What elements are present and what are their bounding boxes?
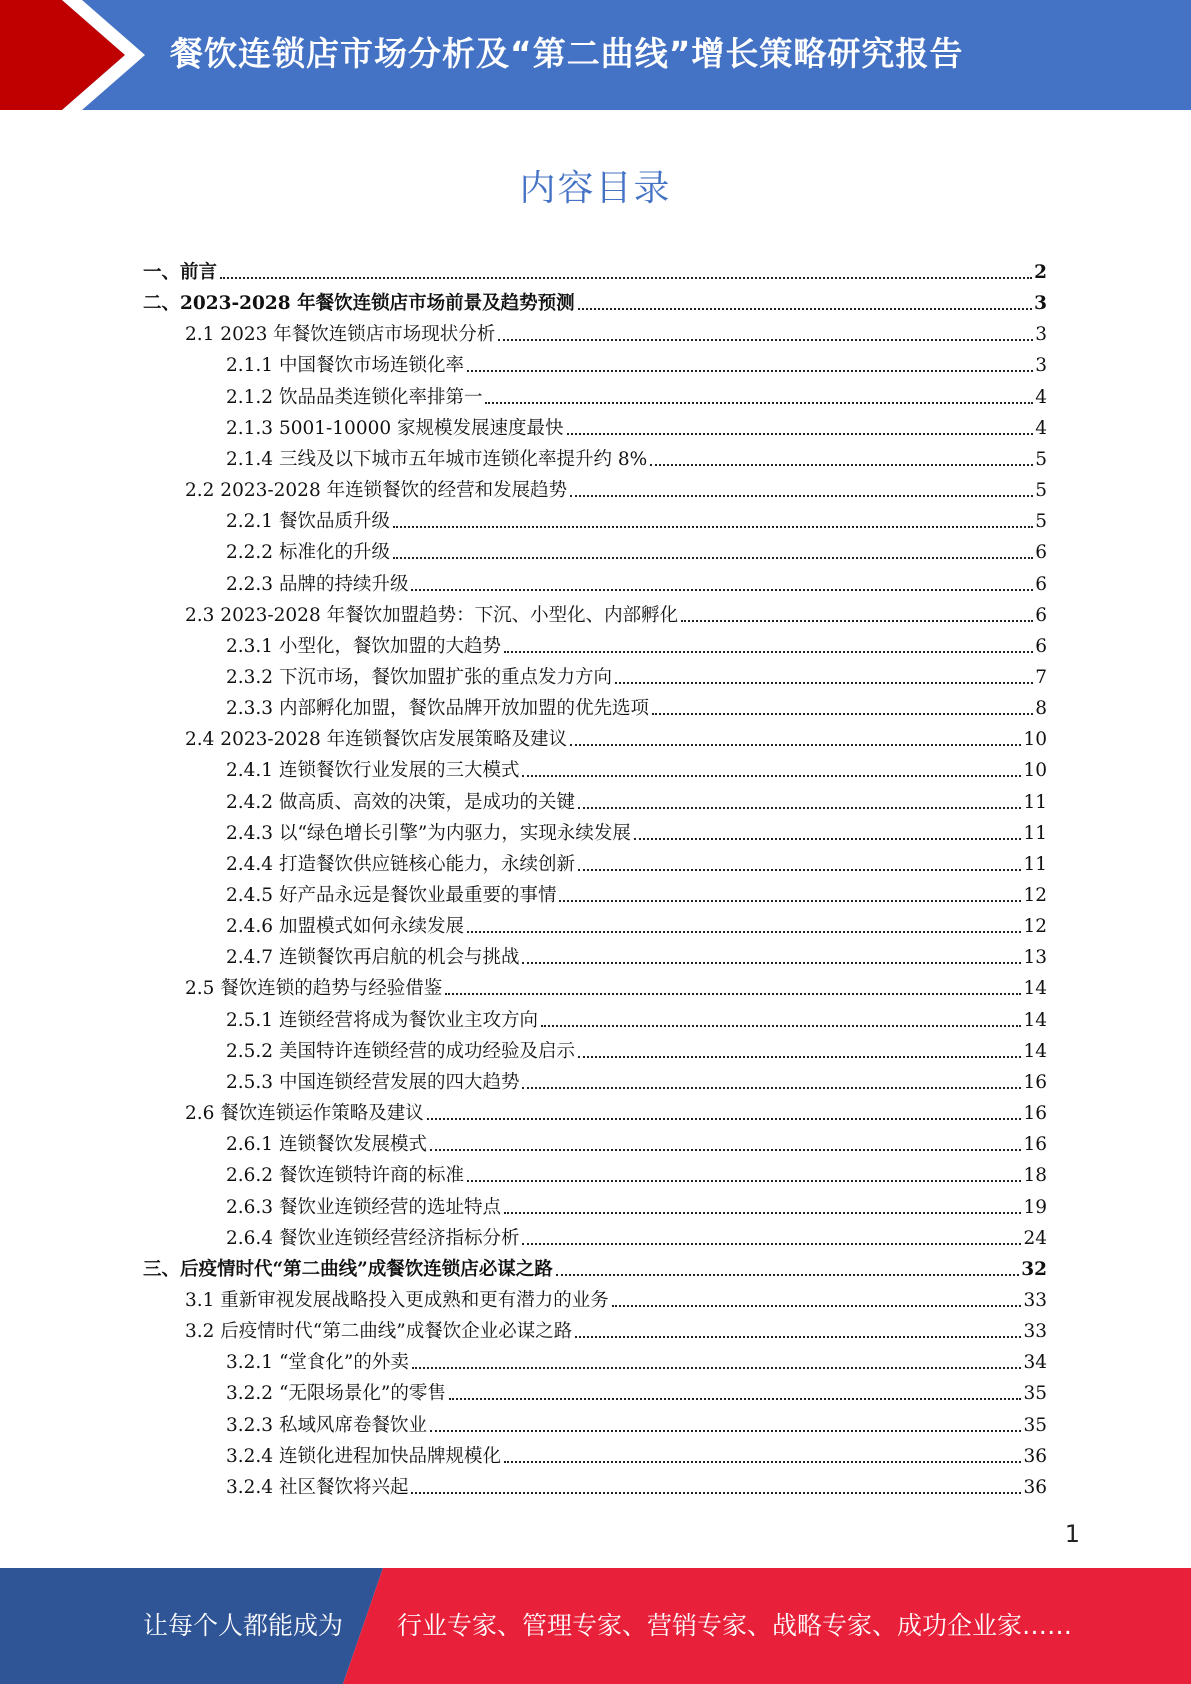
toc-entry[interactable] (226, 784, 1047, 814)
toc-entry-page: 4 (1035, 417, 1047, 439)
toc-entry-label: 2.4.6 加盟模式如何永续发展 (226, 916, 464, 938)
toc-entry-label: 3.2 后疫情时代“第二曲线”成餐饮企业必谋之路 (185, 1321, 573, 1343)
toc-entry-label: 2.3.3 内部孵化加盟，餐饮品牌开放加盟的优先选项 (226, 698, 649, 720)
toc-entry[interactable] (226, 410, 1047, 440)
toc-dot-leader (541, 1024, 1021, 1027)
toc-entry-page: 11 (1023, 822, 1047, 844)
toc-entry[interactable] (185, 1282, 1047, 1312)
toc-entry-label: 2.6.1 连锁餐饮发展模式 (226, 1134, 427, 1156)
footer-slogan-left: 让每个人都能成为 (143, 1611, 344, 1640)
toc-entry-page: 36 (1023, 1476, 1047, 1498)
toc-dot-leader (681, 619, 1033, 622)
toc-entry-label: 一、前言 (143, 262, 218, 283)
toc-entry[interactable] (226, 1344, 1047, 1374)
toc-entry[interactable] (226, 1064, 1047, 1094)
toc-entry[interactable] (226, 1033, 1047, 1063)
toc-entry-page: 3 (1035, 324, 1047, 346)
toc-entry-page: 19 (1023, 1196, 1047, 1218)
toc-entry-label: 2.5 餐饮连锁的趋势与经验借鉴 (185, 978, 443, 1000)
toc-entry-page: 10 (1023, 729, 1047, 751)
toc-entry-label: 3.2.2 “无限场景化”的零售 (226, 1383, 446, 1405)
toc-entry[interactable] (185, 1313, 1047, 1343)
toc-entry-label: 2.4 2023-2028 年连锁餐饮店发展策略及建议 (185, 729, 568, 751)
toc-entry-page: 12 (1023, 916, 1047, 938)
toc-entry-page: 10 (1023, 760, 1047, 782)
toc-entry[interactable] (226, 1438, 1047, 1468)
toc-dot-leader (567, 432, 1034, 435)
page-number: 1 (1064, 1520, 1080, 1548)
toc-entry-page: 14 (1023, 978, 1047, 1000)
toc-entry[interactable] (185, 316, 1047, 346)
toc-entry-page: 3 (1035, 355, 1047, 377)
toc-entry-page: 6 (1035, 604, 1047, 626)
toc-dot-leader (575, 1335, 1021, 1338)
toc-entry-label: 2.2.3 品牌的持续升级 (226, 573, 409, 595)
toc-dot-leader (467, 369, 1033, 372)
toc-entry-label: 2.4.7 连锁餐饮再启航的机会与挑战 (226, 947, 520, 969)
toc-entry-label: 2.3 2023-2028 年餐饮加盟趋势：下沉、小型化、内部孵化 (185, 604, 679, 626)
toc-entry[interactable] (185, 1095, 1047, 1125)
toc-entry-page: 35 (1023, 1414, 1047, 1436)
toc-entry[interactable] (143, 1251, 1047, 1281)
toc-dot-leader (393, 556, 1033, 559)
toc-entry-label: 2.1.2 饮品品类连锁化率排第一 (226, 386, 483, 408)
footer-slogan-right: 行业专家、管理专家、营销专家、战略专家、成功企业家…… (397, 1611, 1073, 1640)
toc-dot-leader (430, 1148, 1021, 1151)
toc-entry-page: 33 (1023, 1289, 1047, 1311)
toc-entry[interactable] (226, 566, 1047, 596)
toc-entry-label: 2.4.3 以“绿色增长引擎”为内驱力，实现永续发展 (226, 822, 631, 844)
toc-dot-leader (578, 307, 1033, 310)
toc-entry[interactable] (226, 877, 1047, 907)
toc-dot-leader (578, 806, 1021, 809)
toc-entry[interactable] (226, 815, 1047, 845)
toc-entry-label: 2.6.4 餐饮业连锁经营经济指标分析 (226, 1227, 520, 1249)
toc-entry-label: 2.3.2 下沉市场，餐饮加盟扩张的重点发力方向 (226, 666, 612, 688)
toc-entry-page: 36 (1023, 1445, 1047, 1467)
toc-entry-page: 34 (1023, 1352, 1047, 1374)
toc-dot-leader (578, 1055, 1021, 1058)
toc-entry-label: 2.4.2 做高质、高效的决策，是成功的关键 (226, 791, 575, 813)
toc-entry-page: 35 (1023, 1383, 1047, 1405)
toc-entry-label: 2.2 2023-2028 年连锁餐饮的经营和发展趋势 (185, 480, 568, 502)
toc-dot-leader (522, 774, 1021, 777)
toc-entry-page: 13 (1023, 947, 1047, 969)
toc-entry-label: 2.4.4 打造餐饮供应链核心能力，永续创新 (226, 853, 575, 875)
toc-entry-page: 11 (1023, 853, 1047, 875)
toc-entry-label: 三、后疫情时代“第二曲线”成餐饮连锁店必谋之路 (143, 1258, 553, 1280)
toc-dot-leader (504, 650, 1033, 653)
toc-entry-label: 2.2.1 餐饮品质升级 (226, 511, 390, 533)
toc-entry-label: 2.3.1 小型化，餐饮加盟的大趋势 (226, 635, 501, 657)
toc-entry-page: 18 (1023, 1165, 1047, 1187)
toc-entry-page: 14 (1023, 1009, 1047, 1031)
toc-dot-leader (556, 1273, 1019, 1276)
toc-entry-label: 2.5.3 中国连锁经营发展的四大趋势 (226, 1071, 520, 1093)
toc-entry-label: 2.5.2 美国特许连锁经营的成功经验及启示 (226, 1040, 575, 1062)
toc-dot-leader (650, 463, 1033, 466)
toc-entry-label: 2.6.3 餐饮业连锁经营的选址特点 (226, 1196, 501, 1218)
toc-entry-page: 6 (1035, 635, 1047, 657)
toc-entry-label: 3.2.3 私域风席卷餐饮业 (226, 1414, 427, 1436)
toc-dot-leader (612, 1304, 1022, 1307)
toc-entry-page: 4 (1035, 386, 1047, 408)
toc-entry[interactable] (143, 285, 1047, 315)
toc-entry[interactable] (226, 379, 1047, 409)
toc-dot-leader (578, 868, 1021, 871)
toc-dot-leader (449, 1397, 1022, 1400)
toc-entry-page: 24 (1023, 1227, 1047, 1249)
toc-entry-label: 2.6 餐饮连锁运作策略及建议 (185, 1103, 424, 1125)
toc-entry-page: 14 (1023, 1040, 1047, 1062)
toc-heading: 内容目录 (519, 168, 672, 209)
toc-entry-page: 6 (1035, 542, 1047, 564)
toc-entry-label: 2.1.4 三线及以下城市五年城市连锁化率提升约 8% (226, 448, 648, 470)
toc-dot-leader (504, 1460, 1021, 1463)
toc-entry[interactable] (226, 1002, 1047, 1032)
toc-entry-label: 2.1.1 中国餐饮市场连锁化率 (226, 355, 464, 377)
toc-entry-label: 2.5.1 连锁经营将成为餐饮业主攻方向 (226, 1009, 538, 1031)
toc-entry[interactable] (185, 721, 1047, 751)
toc-entry-label: 2.6.2 餐饮连锁特许商的标准 (226, 1165, 464, 1187)
toc-entry-label: 3.2.4 连锁化进程加快品牌规模化 (226, 1445, 501, 1467)
toc-dot-leader (412, 1366, 1022, 1369)
toc-dot-leader (467, 930, 1021, 933)
toc-entry-page: 11 (1023, 791, 1047, 813)
toc-entry[interactable] (226, 846, 1047, 876)
toc-entry[interactable] (226, 659, 1047, 689)
toc-entry[interactable] (226, 1189, 1047, 1219)
toc-entry[interactable] (226, 1407, 1047, 1437)
toc-entry[interactable] (226, 347, 1047, 377)
toc-dot-leader (498, 338, 1033, 341)
toc-entry-page: 3 (1034, 293, 1047, 315)
toc-entry-page: 12 (1023, 885, 1047, 906)
toc-dot-leader (634, 837, 1022, 840)
toc-dot-leader (393, 525, 1033, 528)
toc-entry[interactable] (226, 1469, 1047, 1499)
toc-entry-page: 33 (1023, 1321, 1047, 1343)
toc-entry-page: 5 (1035, 511, 1047, 533)
toc-dot-leader (427, 1117, 1022, 1120)
toc-dot-leader (430, 1429, 1021, 1432)
toc-entry-label: 2.4.5 好产品永远是餐饮业最重要的事情 (226, 885, 557, 906)
toc-dot-leader (570, 494, 1033, 497)
toc-dot-leader (522, 1242, 1021, 1245)
toc-dot-leader (445, 992, 1021, 995)
toc-dot-leader (467, 1179, 1021, 1182)
toc-entry-page: 32 (1021, 1258, 1047, 1280)
toc-entry[interactable] (226, 752, 1047, 782)
header-chevron-icon (0, 0, 170, 110)
toc-entry-label: 2.1.3 5001-10000 家规模发展速度最快 (226, 417, 564, 439)
toc-entry[interactable] (185, 472, 1047, 502)
toc-dot-leader (570, 743, 1021, 746)
toc-entry[interactable] (143, 254, 1047, 284)
toc-dot-leader (411, 588, 1033, 591)
toc-entry[interactable] (226, 441, 1047, 471)
toc-entry-label: 2.4.1 连锁餐饮行业发展的三大模式 (226, 760, 520, 782)
toc-entry-page: 16 (1023, 1071, 1047, 1093)
page-footer (0, 1568, 1191, 1684)
toc-entry-page: 5 (1035, 448, 1047, 470)
toc-entry[interactable] (226, 628, 1047, 658)
report-title: 餐饮连锁店市场分析及“第二曲线”增长策略研究报告 (170, 34, 964, 73)
toc-entry[interactable] (226, 1220, 1047, 1250)
toc-entry-page: 8 (1035, 698, 1047, 720)
toc-entry-page: 6 (1035, 573, 1047, 595)
toc-dot-leader (411, 1491, 1021, 1494)
toc-entry[interactable] (226, 1375, 1047, 1405)
toc-entry[interactable] (226, 503, 1047, 533)
toc-dot-leader (652, 712, 1033, 715)
toc-dot-leader (504, 1211, 1021, 1214)
toc-entry-page: 16 (1023, 1134, 1047, 1156)
toc-entry[interactable] (226, 534, 1047, 564)
toc-dot-leader (485, 401, 1033, 404)
toc-entry[interactable] (226, 908, 1047, 938)
toc-entry-label: 3.2.4 社区餐饮将兴起 (226, 1476, 409, 1498)
toc-dot-leader (615, 681, 1033, 684)
toc-entry[interactable] (226, 1157, 1047, 1187)
toc-entry[interactable] (185, 597, 1047, 627)
toc-entry-label: 3.2.1 “堂食化”的外卖 (226, 1352, 409, 1374)
toc-entry-page: 2 (1034, 262, 1047, 283)
toc-entry-page: 7 (1035, 666, 1047, 688)
toc-dot-leader (559, 899, 1021, 902)
toc-entry[interactable] (185, 970, 1047, 1000)
toc-entry-page: 5 (1035, 480, 1047, 502)
toc-entry-label: 2.2.2 标准化的升级 (226, 542, 390, 564)
toc-entry-label: 3.1 重新审视发展战略投入更成熟和更有潜力的业务 (185, 1289, 609, 1311)
toc-entry-label: 2.1 2023 年餐饮连锁店市场现状分析 (185, 324, 496, 346)
toc-entry[interactable] (226, 1126, 1047, 1156)
toc-entry-label: 二、2023-2028 年餐饮连锁店市场前景及趋势预测 (143, 293, 575, 315)
toc-dot-leader (522, 961, 1021, 964)
toc-dot-leader (220, 276, 1032, 279)
toc-entry[interactable] (226, 690, 1047, 720)
toc-dot-leader (522, 1086, 1021, 1089)
toc-entry[interactable] (226, 939, 1047, 969)
page-header (0, 0, 1191, 110)
toc-entry-page: 16 (1023, 1103, 1047, 1125)
